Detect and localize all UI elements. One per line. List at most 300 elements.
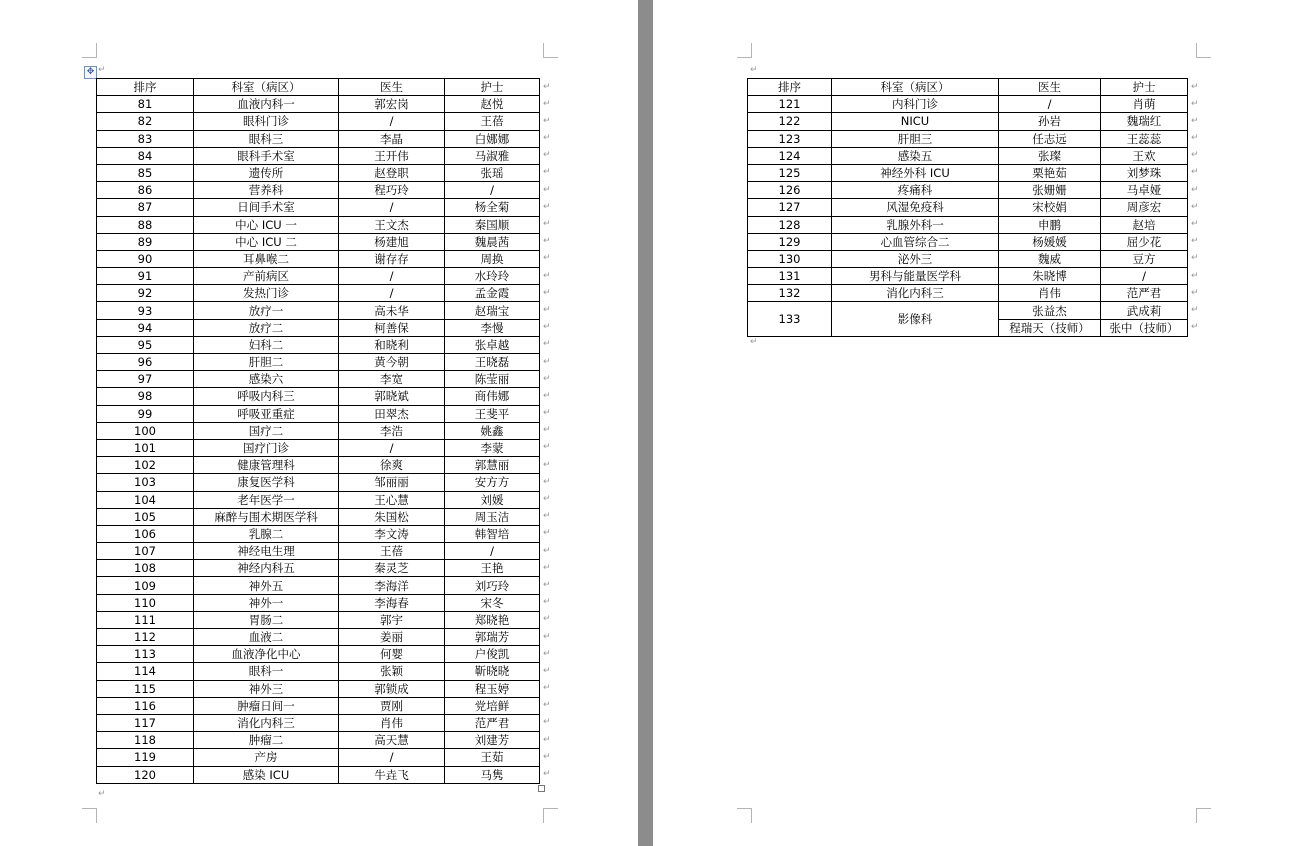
cell-doctor[interactable]: 郭锁成: [339, 680, 445, 697]
cell-dept[interactable]: 放疗一: [194, 302, 339, 319]
cell-doctor[interactable]: 王心慧: [339, 491, 445, 508]
cell-dept[interactable]: 妇科二: [194, 336, 339, 353]
cell-order[interactable]: 123: [748, 130, 832, 147]
row-end-mark: ↵: [543, 734, 551, 745]
header-dept[interactable]: 科室（病区）: [194, 79, 339, 96]
cell-dept[interactable]: 消化内科三: [832, 285, 999, 302]
cell-dept[interactable]: NICU: [832, 113, 999, 130]
table-row: [748, 216, 1188, 233]
cell-dept[interactable]: 国疗二: [194, 422, 339, 439]
row-end-mark: ↵: [1191, 304, 1199, 315]
cell-order[interactable]: 110: [97, 594, 194, 611]
cell-order[interactable]: 115: [97, 680, 194, 697]
cell-nurse[interactable]: 范严君: [1101, 285, 1188, 302]
table-row: [97, 508, 540, 525]
cell-dept[interactable]: 健康管理科: [194, 457, 339, 474]
cell-order[interactable]: 95: [97, 336, 194, 353]
cell-order[interactable]: 104: [97, 491, 194, 508]
cell-doctor[interactable]: 肖伟: [999, 285, 1101, 302]
cell-dept[interactable]: 肿瘤日间一: [194, 697, 339, 714]
cell-order[interactable]: 129: [748, 233, 832, 250]
row-end-mark: ↵: [543, 425, 551, 436]
cell-dept[interactable]: 神经内科五: [194, 560, 339, 577]
cell-order[interactable]: 111: [97, 611, 194, 628]
row-end-mark: ↵: [543, 236, 551, 247]
cell-doctor[interactable]: 张益杰: [999, 302, 1101, 319]
cell-nurse[interactable]: 秦国顺: [445, 216, 540, 233]
cell-nurse[interactable]: 周换: [445, 250, 540, 267]
cell-nurse[interactable]: 姚鑫: [445, 422, 540, 439]
cell-order[interactable]: 99: [97, 405, 194, 422]
cell-order[interactable]: 89: [97, 233, 194, 250]
cell-nurse[interactable]: 马卓娅: [1101, 182, 1188, 199]
table-row: [97, 611, 540, 628]
cell-dept[interactable]: 眼科门诊: [194, 113, 339, 130]
row-end-mark: ↵: [543, 631, 551, 642]
row-end-mark: ↵: [543, 442, 551, 453]
row-end-mark: ↵: [543, 184, 551, 195]
cell-doctor[interactable]: 谢存存: [339, 250, 445, 267]
cell-dept[interactable]: 男科与能量医学科: [832, 268, 999, 285]
cell-nurse[interactable]: 白娜娜: [445, 130, 540, 147]
row-end-mark: ↵: [543, 459, 551, 470]
cell-nurse[interactable]: 张瑶: [445, 164, 540, 181]
cell-order[interactable]: 86: [97, 182, 194, 199]
cell-order[interactable]: 117: [97, 714, 194, 731]
cell-dept[interactable]: 老年医学一: [194, 491, 339, 508]
staff-table-right[interactable]: [747, 78, 1188, 337]
cell-doctor[interactable]: 郭宇: [339, 611, 445, 628]
cell-nurse[interactable]: 王蕊蕊: [1101, 130, 1188, 147]
cell-nurse[interactable]: 周玉洁: [445, 508, 540, 525]
table-row: [97, 164, 540, 181]
cell-doctor[interactable]: /: [339, 113, 445, 130]
cell-nurse[interactable]: 王茹: [445, 749, 540, 766]
row-end-mark: ↵: [1191, 150, 1199, 161]
cell-dept[interactable]: 肿瘤二: [194, 732, 339, 749]
cell-dept[interactable]: 康复医学科: [194, 474, 339, 491]
staff-table-left[interactable]: [96, 78, 540, 784]
cell-nurse[interactable]: 孟金霞: [445, 285, 540, 302]
cell-doctor[interactable]: 任志远: [999, 130, 1101, 147]
cell-doctor[interactable]: 张颖: [339, 663, 445, 680]
cell-order[interactable]: 126: [748, 182, 832, 199]
cell-doctor[interactable]: /: [339, 285, 445, 302]
row-end-mark: ↵: [543, 219, 551, 229]
table-row: [748, 302, 1188, 319]
row-end-mark: ↵: [543, 683, 551, 694]
paragraph-mark: ↵: [750, 337, 758, 347]
cell-nurse[interactable]: 武成莉: [1101, 302, 1188, 319]
cell-nurse[interactable]: 王艳: [445, 560, 540, 577]
cell-nurse[interactable]: /: [445, 543, 540, 560]
table-row: [97, 96, 540, 113]
cell-nurse[interactable]: 肖萌: [1101, 96, 1188, 113]
cell-doctor[interactable]: 朱晓博: [999, 268, 1101, 285]
cell-dept[interactable]: 遗传所: [194, 164, 339, 181]
cell-nurse[interactable]: 魏晨茜: [445, 233, 540, 250]
paragraph-mark: ↵: [750, 65, 758, 75]
row-end-mark: ↵: [1191, 81, 1199, 92]
cell-order[interactable]: 103: [97, 474, 194, 491]
cell-nurse[interactable]: 靳晓晓: [445, 663, 540, 680]
cell-order[interactable]: 102: [97, 457, 194, 474]
cell-order[interactable]: 92: [97, 285, 194, 302]
cell-dept[interactable]: 乳腺外科一: [832, 216, 999, 233]
cell-nurse[interactable]: 马淑雅: [445, 147, 540, 164]
row-end-mark: ↵: [543, 81, 551, 92]
cell-nurse[interactable]: 党培鲜: [445, 697, 540, 714]
cell-order[interactable]: 94: [97, 319, 194, 336]
table-row: [97, 285, 540, 302]
row-end-mark: ↵: [543, 614, 551, 625]
cell-doctor[interactable]: 程瑞天（技师）: [999, 319, 1101, 336]
cell-order[interactable]: 101: [97, 439, 194, 456]
cell-nurse[interactable]: 李蒙: [445, 439, 540, 456]
header-dept[interactable]: 科室（病区）: [832, 79, 999, 96]
cell-doctor[interactable]: 高未华: [339, 302, 445, 319]
cell-doctor[interactable]: 姜丽: [339, 629, 445, 646]
cell-nurse[interactable]: 马隽: [445, 766, 540, 783]
cell-order[interactable]: 82: [97, 113, 194, 130]
cell-order[interactable]: 88: [97, 216, 194, 233]
cell-dept[interactable]: 消化内科三: [194, 714, 339, 731]
row-end-mark: ↵: [543, 339, 551, 350]
crop-mark: [737, 808, 752, 823]
row-end-mark: ↵: [1191, 270, 1199, 281]
table-row: [97, 697, 540, 714]
cell-doctor[interactable]: 申鹏: [999, 216, 1101, 233]
crop-mark: [543, 43, 558, 58]
cell-doctor[interactable]: 杨媛媛: [999, 233, 1101, 250]
cell-doctor[interactable]: 柯善保: [339, 319, 445, 336]
table-row: [97, 714, 540, 731]
cell-order[interactable]: 118: [97, 732, 194, 749]
cell-nurse[interactable]: 商伟娜: [445, 388, 540, 405]
row-end-mark: ↵: [1191, 184, 1199, 195]
cell-nurse[interactable]: 安方方: [445, 474, 540, 491]
row-end-mark: ↵: [1191, 98, 1199, 109]
cell-nurse[interactable]: 李慢: [445, 319, 540, 336]
row-end-mark: ↵: [543, 700, 551, 711]
cell-nurse[interactable]: 赵瑞宝: [445, 302, 540, 319]
cell-order[interactable]: 107: [97, 543, 194, 560]
cell-doctor[interactable]: 邹丽丽: [339, 474, 445, 491]
crop-mark: [737, 43, 752, 58]
cell-nurse[interactable]: 张卓越: [445, 336, 540, 353]
cell-doctor[interactable]: 栗艳茹: [999, 164, 1101, 181]
cell-order[interactable]: 121: [748, 96, 832, 113]
cell-doctor[interactable]: 魏威: [999, 250, 1101, 267]
header-order[interactable]: 排序: [748, 79, 832, 96]
cell-nurse[interactable]: 魏瑞红: [1101, 113, 1188, 130]
cell-order[interactable]: 85: [97, 164, 194, 181]
table-row: [748, 147, 1188, 164]
paragraph-mark: ↵: [98, 789, 106, 799]
table-row: [748, 113, 1188, 130]
cell-order[interactable]: 112: [97, 629, 194, 646]
cell-doctor[interactable]: /: [339, 439, 445, 456]
cell-order[interactable]: 120: [97, 766, 194, 783]
cell-dept[interactable]: 耳鼻喉二: [194, 250, 339, 267]
cell-nurse[interactable]: 郭瑞芳: [445, 629, 540, 646]
row-end-mark: ↵: [1191, 253, 1199, 264]
row-end-mark: ↵: [1191, 115, 1199, 126]
cell-order[interactable]: 83: [97, 130, 194, 147]
cell-dept[interactable]: 心血管综合二: [832, 233, 999, 250]
table-row: [97, 680, 540, 697]
cell-nurse[interactable]: 杨全菊: [445, 199, 540, 216]
row-end-mark: ↵: [543, 494, 551, 504]
cell-doctor[interactable]: 宋校娟: [999, 199, 1101, 216]
row-end-mark: ↵: [543, 648, 551, 659]
cell-doctor[interactable]: 王开伟: [339, 147, 445, 164]
cell-dept[interactable]: 呼吸亚重症: [194, 405, 339, 422]
cell-dept[interactable]: 血液二: [194, 629, 339, 646]
table-row: [97, 629, 540, 646]
cell-order[interactable]: 132: [748, 285, 832, 302]
cell-order[interactable]: 114: [97, 663, 194, 680]
table-row: [97, 113, 540, 130]
document-page-right[interactable]: [653, 0, 1295, 846]
cell-nurse[interactable]: 刘巧玲: [445, 577, 540, 594]
cell-nurse[interactable]: 宋冬: [445, 594, 540, 611]
cell-order[interactable]: 122: [748, 113, 832, 130]
cell-dept[interactable]: 神外三: [194, 680, 339, 697]
cell-doctor[interactable]: 郭宏岗: [339, 96, 445, 113]
cell-order[interactable]: 93: [97, 302, 194, 319]
cell-dept[interactable]: 感染五: [832, 147, 999, 164]
cell-doctor[interactable]: /: [339, 268, 445, 285]
cell-dept[interactable]: 内科门诊: [832, 96, 999, 113]
cell-doctor[interactable]: 王文杰: [339, 216, 445, 233]
cell-dept[interactable]: 眼科三: [194, 130, 339, 147]
cell-doctor[interactable]: 李浩: [339, 422, 445, 439]
header-nurse[interactable]: 护士: [1101, 79, 1188, 96]
row-end-mark: ↵: [1191, 287, 1199, 298]
header-order[interactable]: 排序: [97, 79, 194, 96]
cell-dept[interactable]: 乳腺二: [194, 525, 339, 542]
cell-doctor[interactable]: 贾刚: [339, 697, 445, 714]
cell-doctor[interactable]: 李海春: [339, 594, 445, 611]
cell-order[interactable]: 125: [748, 164, 832, 181]
crop-mark: [1196, 808, 1211, 823]
cell-nurse[interactable]: 屈少花: [1101, 233, 1188, 250]
cell-doctor[interactable]: 孙岩: [999, 113, 1101, 130]
cell-doctor[interactable]: 张姗姗: [999, 182, 1101, 199]
table-row: [97, 646, 540, 663]
cell-dept[interactable]: 血液内科一: [194, 96, 339, 113]
crop-mark: [1196, 43, 1211, 58]
table-row: [748, 233, 1188, 250]
cell-doctor[interactable]: 李文涛: [339, 525, 445, 542]
cell-nurse[interactable]: 刘媛: [445, 491, 540, 508]
header-doctor[interactable]: 医生: [999, 79, 1101, 96]
cell-nurse[interactable]: /: [445, 182, 540, 199]
table-row: [97, 268, 540, 285]
cell-doctor[interactable]: /: [999, 96, 1101, 113]
cell-doctor[interactable]: 赵登职: [339, 164, 445, 181]
cell-nurse[interactable]: 周彦宏: [1101, 199, 1188, 216]
cell-nurse[interactable]: 范严君: [445, 714, 540, 731]
header-nurse[interactable]: 护士: [445, 79, 540, 96]
table-row: [748, 182, 1188, 199]
cell-nurse[interactable]: 赵悦: [445, 96, 540, 113]
cell-doctor[interactable]: 李海洋: [339, 577, 445, 594]
table-row: [748, 96, 1188, 113]
header-doctor[interactable]: 医生: [339, 79, 445, 96]
cell-nurse[interactable]: 王欢: [1101, 147, 1188, 164]
cell-dept[interactable]: 肝胆二: [194, 354, 339, 371]
cell-dept[interactable]: 影像科: [832, 302, 999, 336]
cell-dept[interactable]: 发热门诊: [194, 285, 339, 302]
cell-nurse[interactable]: 豆方: [1101, 250, 1188, 267]
cell-order[interactable]: 106: [97, 525, 194, 542]
cell-order[interactable]: 87: [97, 199, 194, 216]
cell-dept[interactable]: 产前病区: [194, 268, 339, 285]
cell-doctor[interactable]: 朱国松: [339, 508, 445, 525]
table-row: [97, 388, 540, 405]
cell-dept[interactable]: 眼科手术室: [194, 147, 339, 164]
cell-order[interactable]: 119: [97, 749, 194, 766]
cell-doctor[interactable]: 和晓利: [339, 336, 445, 353]
cell-order[interactable]: 81: [97, 96, 194, 113]
cell-dept[interactable]: 国疗门诊: [194, 439, 339, 456]
cell-dept[interactable]: 泌外三: [832, 250, 999, 267]
cell-order[interactable]: 97: [97, 371, 194, 388]
cell-dept[interactable]: 神外五: [194, 577, 339, 594]
cell-nurse[interactable]: 郭慧丽: [445, 457, 540, 474]
cell-order[interactable]: 124: [748, 147, 832, 164]
cell-nurse[interactable]: 王晓磊: [445, 354, 540, 371]
table-row: [97, 560, 540, 577]
cell-doctor[interactable]: 张璨: [999, 147, 1101, 164]
cell-order[interactable]: 127: [748, 199, 832, 216]
cell-dept[interactable]: 放疗二: [194, 319, 339, 336]
table-row: [97, 216, 540, 233]
row-end-mark: ↵: [543, 115, 551, 126]
cell-nurse[interactable]: 陈莹丽: [445, 371, 540, 388]
table-header-row: [748, 79, 1188, 96]
cell-dept[interactable]: 神外一: [194, 594, 339, 611]
cell-nurse[interactable]: 程玉婷: [445, 680, 540, 697]
cell-doctor[interactable]: 李晶: [339, 130, 445, 147]
cell-dept[interactable]: 产房: [194, 749, 339, 766]
cell-doctor[interactable]: 王蓓: [339, 543, 445, 560]
crop-mark: [82, 808, 97, 823]
cell-order[interactable]: 91: [97, 268, 194, 285]
row-end-mark: ↵: [543, 511, 551, 522]
cell-order[interactable]: 84: [97, 147, 194, 164]
row-end-mark: ↵: [1191, 236, 1199, 247]
cell-nurse[interactable]: 刘梦珠: [1101, 164, 1188, 181]
cell-order[interactable]: 128: [748, 216, 832, 233]
cell-dept[interactable]: 神经外科 ICU: [832, 164, 999, 181]
cell-doctor[interactable]: 何婴: [339, 646, 445, 663]
cell-dept[interactable]: 中心 ICU 一: [194, 216, 339, 233]
cell-order[interactable]: 100: [97, 422, 194, 439]
cell-doctor[interactable]: 高天慧: [339, 732, 445, 749]
cell-order[interactable]: 90: [97, 250, 194, 267]
cell-dept[interactable]: 风湿免疫科: [832, 199, 999, 216]
row-end-mark: ↵: [543, 304, 551, 315]
table-resize-handle[interactable]: [538, 785, 545, 792]
cell-nurse[interactable]: /: [1101, 268, 1188, 285]
cell-doctor[interactable]: 秦灵芝: [339, 560, 445, 577]
row-end-mark: ↵: [543, 390, 551, 401]
row-end-mark: ↵: [543, 253, 551, 264]
document-page-left[interactable]: [0, 0, 638, 846]
cell-doctor[interactable]: 郭晓斌: [339, 388, 445, 405]
crop-mark: [82, 43, 97, 58]
cell-dept[interactable]: 肝胆三: [832, 130, 999, 147]
cell-doctor[interactable]: 黄今朝: [339, 354, 445, 371]
cell-doctor[interactable]: 牛垚飞: [339, 766, 445, 783]
cell-doctor[interactable]: 徐爽: [339, 457, 445, 474]
cell-dept[interactable]: 感染六: [194, 371, 339, 388]
cell-dept[interactable]: 日间手术室: [194, 199, 339, 216]
table-row: [97, 336, 540, 353]
cell-dept[interactable]: 感染 ICU: [194, 766, 339, 783]
cell-dept[interactable]: 营养科: [194, 182, 339, 199]
table-row: [97, 543, 540, 560]
cell-dept[interactable]: 神经电生理: [194, 543, 339, 560]
cell-doctor[interactable]: /: [339, 749, 445, 766]
cell-dept[interactable]: 眼科一: [194, 663, 339, 680]
cell-nurse[interactable]: 刘建芳: [445, 732, 540, 749]
row-end-mark: ↵: [543, 270, 551, 281]
cell-dept[interactable]: 血液净化中心: [194, 646, 339, 663]
cell-doctor[interactable]: 肖伟: [339, 714, 445, 731]
cell-dept[interactable]: 疼痛科: [832, 182, 999, 199]
cell-doctor[interactable]: /: [339, 199, 445, 216]
cell-order[interactable]: 130: [748, 250, 832, 267]
row-end-mark: ↵: [543, 562, 551, 573]
cell-doctor[interactable]: 李宽: [339, 371, 445, 388]
cell-order[interactable]: 131: [748, 268, 832, 285]
cell-nurse[interactable]: 张中（技师）: [1101, 319, 1188, 336]
cell-nurse[interactable]: 水玲玲: [445, 268, 540, 285]
cell-doctor[interactable]: 杨建旭: [339, 233, 445, 250]
cell-order[interactable]: 98: [97, 388, 194, 405]
cell-doctor[interactable]: 田翠杰: [339, 405, 445, 422]
cell-order[interactable]: 109: [97, 577, 194, 594]
cell-order[interactable]: 113: [97, 646, 194, 663]
table-row: [97, 354, 540, 371]
cell-doctor[interactable]: 程巧玲: [339, 182, 445, 199]
cell-order[interactable]: 105: [97, 508, 194, 525]
cell-nurse[interactable]: 王斐平: [445, 405, 540, 422]
cell-nurse[interactable]: 韩智培: [445, 525, 540, 542]
table-row: [748, 164, 1188, 181]
cell-order[interactable]: 116: [97, 697, 194, 714]
cell-dept[interactable]: 麻醉与围术期医学科: [194, 508, 339, 525]
cell-order[interactable]: 108: [97, 560, 194, 577]
cell-dept[interactable]: 胃肠二: [194, 611, 339, 628]
table-move-icon[interactable]: ✥: [84, 66, 97, 79]
cell-order[interactable]: 133: [748, 302, 832, 336]
cell-nurse[interactable]: 郑晓艳: [445, 611, 540, 628]
cell-dept[interactable]: 中心 ICU 二: [194, 233, 339, 250]
table-row: [97, 525, 540, 542]
cell-dept[interactable]: 呼吸内科三: [194, 388, 339, 405]
cell-nurse[interactable]: 户俊凯: [445, 646, 540, 663]
cell-order[interactable]: 96: [97, 354, 194, 371]
cell-nurse[interactable]: 赵培: [1101, 216, 1188, 233]
row-end-mark: ↵: [543, 528, 551, 539]
table-row: [97, 371, 540, 388]
cell-nurse[interactable]: 王蓓: [445, 113, 540, 130]
